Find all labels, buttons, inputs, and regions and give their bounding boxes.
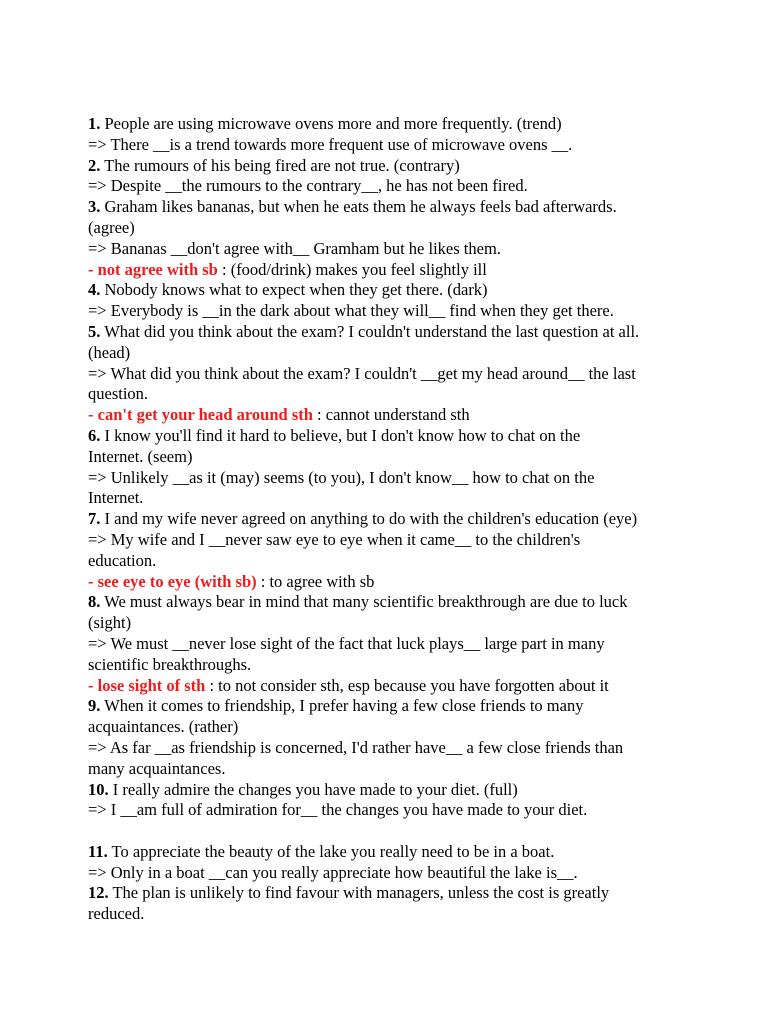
question-number: 7. xyxy=(88,509,101,529)
line-text: => What did you think about the exam? I couldn't __get my head around__ the last xyxy=(88,363,636,383)
text-line xyxy=(88,447,688,468)
text-line xyxy=(88,530,688,551)
question-number: 5. xyxy=(88,321,101,341)
text-line xyxy=(88,135,688,156)
question-line xyxy=(88,322,688,343)
line-text: The rumours of his being fired are not true. (contrary) xyxy=(100,155,460,175)
phrase-note-line xyxy=(88,405,688,426)
question-line xyxy=(88,114,688,135)
line-text: => There __is a trend towards more frequent use of microwave ovens __. xyxy=(88,134,573,154)
line-text: => My wife and I __never saw eye to eye when it came__ to the children's xyxy=(88,529,581,549)
text-line xyxy=(88,176,688,197)
line-text: The plan is unlikely to find favour with managers, unless the cost is greatly xyxy=(108,883,610,903)
line-text: education. xyxy=(88,550,157,570)
question-number: 12. xyxy=(88,883,109,903)
phrase-note-line xyxy=(88,572,688,593)
text-line xyxy=(88,655,688,676)
text-line xyxy=(88,551,688,572)
text-line xyxy=(88,343,688,364)
line-text: (agree) xyxy=(88,217,135,237)
line-text: => Unlikely __as it (may) seems (to you), I don't know__ how to chat on the xyxy=(88,467,595,487)
question-line xyxy=(88,696,688,717)
question-line xyxy=(88,592,688,613)
line-text: I and my wife never agreed on anything to do with the children's education (eye) xyxy=(100,509,638,529)
text-line xyxy=(88,613,688,634)
question-line xyxy=(88,156,688,177)
line-text: : to not consider sth, esp because you have forgotten about it xyxy=(205,675,609,695)
line-text: (head) xyxy=(88,342,131,362)
question-line xyxy=(88,509,688,530)
line-text: : to agree with sb xyxy=(256,571,375,591)
phrase-term: - not agree with sb xyxy=(88,259,218,279)
question-number: 3. xyxy=(88,197,101,217)
text-line xyxy=(88,301,688,322)
question-line xyxy=(88,426,688,447)
question-number: 11. xyxy=(88,841,108,861)
phrase-term: - lose sight of sth xyxy=(88,675,206,695)
text-line xyxy=(88,738,688,759)
text-line xyxy=(88,488,688,509)
line-text: scientific breakthroughs. xyxy=(88,654,252,674)
line-text: I really admire the changes you have made to your diet. (full) xyxy=(108,779,518,799)
question-number: 1. xyxy=(88,114,101,133)
text-line xyxy=(88,863,688,884)
question-line xyxy=(88,780,688,801)
question-number: 2. xyxy=(88,155,101,175)
line-text: => As far __as friendship is concerned, I'd rather have__ a few close friends than xyxy=(88,737,624,757)
question-number: 6. xyxy=(88,425,101,445)
line-text: => Only in a boat __can you really appreciate how beautiful the lake is__. xyxy=(88,862,578,882)
line-text: => We must __never lose sight of the fact that luck plays__ large part in many xyxy=(88,633,605,653)
question-line xyxy=(88,883,688,904)
text-line xyxy=(88,468,688,489)
question-number: 10. xyxy=(88,779,109,799)
text-line xyxy=(88,218,688,239)
text-line xyxy=(88,800,688,821)
question-number: 9. xyxy=(88,696,101,716)
line-text: To appreciate the beauty of the lake you really need to be in a boat. xyxy=(107,841,555,861)
text-line xyxy=(88,717,688,738)
text-line xyxy=(88,239,688,260)
line-text: Graham likes bananas, but when he eats them he always feels bad afterwards. xyxy=(100,197,617,217)
line-text: => Bananas __don't agree with__ Gramham but he likes them. xyxy=(88,238,501,258)
line-text: => I __am full of admiration for__ the changes you have made to your diet. xyxy=(88,800,588,820)
line-text: What did you think about the exam? I couldn't understand the last question at all. xyxy=(100,321,640,341)
text-line xyxy=(88,384,688,405)
blank-line xyxy=(88,821,688,842)
question-line xyxy=(88,842,688,863)
line-text: => Everybody is __in the dark about what they will__ find when they get there. xyxy=(88,301,614,321)
text-line xyxy=(88,759,688,780)
text-line xyxy=(88,364,688,385)
exercise-document xyxy=(88,114,688,925)
phrase-term: - see eye to eye (with sb) xyxy=(88,571,257,591)
phrase-note-line xyxy=(88,260,688,281)
line-text: (sight) xyxy=(88,613,132,633)
line-text: => Despite __the rumours to the contrary__, he has not been fired. xyxy=(88,176,528,196)
question-number: 4. xyxy=(88,280,101,300)
line-text: Internet. (seem) xyxy=(88,446,193,466)
phrase-note-line xyxy=(88,676,688,697)
line-text: reduced. xyxy=(88,904,145,924)
line-text: When it comes to friendship, I prefer having a few close friends to many xyxy=(100,696,584,716)
line-text: : cannot understand sth xyxy=(312,405,470,425)
line-text: Internet. xyxy=(88,488,144,508)
line-text: People are using microwave ovens more and more frequently. (trend) xyxy=(100,114,562,133)
line-text: Nobody knows what to expect when they get there. (dark) xyxy=(100,280,488,300)
line-text: I know you'll find it hard to believe, but I don't know how to chat on the xyxy=(100,425,581,445)
text-line xyxy=(88,634,688,655)
line-text: : (food/drink) makes you feel slightly ill xyxy=(217,259,487,279)
question-line xyxy=(88,280,688,301)
line-text: acquaintances. (rather) xyxy=(88,717,239,737)
phrase-term: - can't get your head around sth xyxy=(88,405,313,425)
line-text: We must always bear in mind that many scientific breakthrough are due to luck xyxy=(100,592,628,612)
question-number: 8. xyxy=(88,592,101,612)
text-line xyxy=(88,904,688,925)
line-text: many acquaintances. xyxy=(88,758,226,778)
question-line xyxy=(88,197,688,218)
line-text: question. xyxy=(88,384,149,404)
